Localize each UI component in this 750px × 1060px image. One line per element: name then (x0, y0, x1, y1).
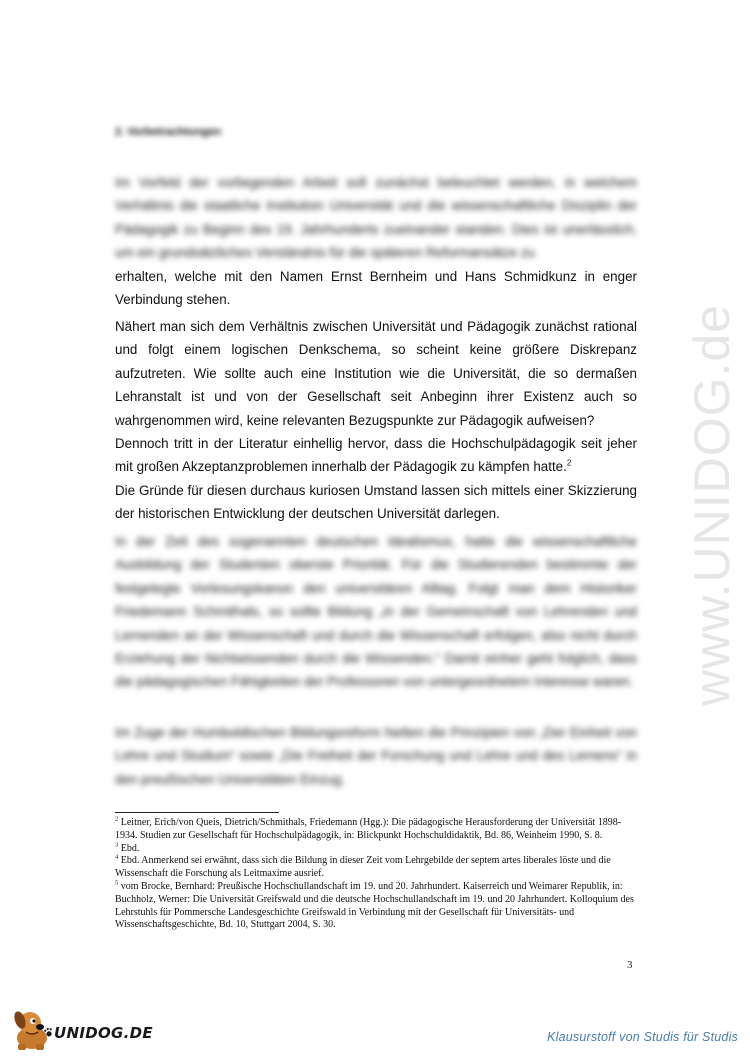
unidog-logo[interactable] (10, 1008, 160, 1052)
paragraph-blurred-idealism: In der Zeit des sogenannten deutschen Idealismus, hatte die wissenschaftliche Ausbildung der Studenten oberste Priorität. Für die Studierenden bestimmte der festgelegte Vorlesungskanon den universitären Alltag. Folgt man dem Historiker Friedemann Schmithals, so sollte Bildung „in der Gemeinschaft von Lehrenden und Lernenden an der Wissenschaft und durch die Wissenschaft erfolgen, also nicht durch Erziehung der Nichtwissenden durch die Wissenden.“ Damit einher geht folglich, dass die pädagogischen Fähigkeiten der Professoren von untergeordnetem Interesse waren. (115, 534, 637, 690)
footnotes (115, 817, 640, 932)
page-number: 3 (627, 959, 633, 971)
paragraph-reasons: Die Gründe für diesen durchaus kuriosen Umstand lassen sich mittels einer Skizzierung der historischen Entwicklung der deutschen Universität darlegen. (115, 483, 637, 522)
footnote-text: Ebd. (120, 842, 140, 854)
footnote-number: 3 (115, 841, 119, 849)
footnote-text: Ebd. Anmerkend sei erwähnt, dass sich die Bildung in dieser Zeit vom Lehrgebilde der septem artes liberales löste und die Wissenschaft die Forschung als Leitmaxime ausrief. (115, 855, 611, 880)
paragraph-intro-end: erhalten, welche mit den Namen Ernst Bernheim und Hans Schmidkunz in enger Verbindung stehen. (115, 269, 637, 308)
paragraph-blurred-humboldt: Im Zuge der Humboldtschen Bildungsreform hielten die Prinzipien von „Der Einheit von Lehre und Studium“ sowie „Die Freiheit der Forschung und Lehre und des Lernens“ in den preußischen Universitäten Einzug. (115, 725, 637, 787)
section-heading: 2. Vorbetrachtungen (115, 126, 222, 138)
paragraph-blurred-intro: Im Vorfeld der vorliegenden Arbeit soll zunächst beleuchtet werden, in welchem Verhältnis die staatliche Institution Universität und die wissenschaftliche Disziplin der Pädagogik zu Beginn des 19. Jahrhunderts zueinander standen. Dies ist unerlässlich, um ein grundsätzliches Verständnis für die späteren Reformansätze zu (115, 175, 637, 261)
footnote-number: 5 (115, 879, 119, 887)
footnote-text: vom Brocke, Bernhard: Preußische Hochschullandschaft im 19. und 20. Jahrhundert. Kaiserreich und Weimarer Republik, in: Buchholz, Werner: Die Universität Greifswald und die deutsche Hochschullandschaft im 19. und 20 Jahrhundert. Kolloquium des Lehrstuhls für Pommersche Landesgeschichte Greifswald in Verbindung mit der Gesellschaft für Universitäts- und Wissenschaftsgeschichte, Bd. 10, Stuttgart 2004, S. 30. (115, 880, 634, 931)
footnote-divider (115, 812, 279, 813)
footnote (115, 881, 640, 932)
footnote-number: 2 (115, 815, 119, 823)
dog-mascot-icon (10, 1008, 56, 1052)
footnote-number: 4 (115, 854, 119, 862)
paragraph-acceptance-text: Dennoch tritt in der Literatur einhellig hervor, dass die Hochschulpädagogik seit jeher mit großen Akzeptanzproblemen innerhalb der Pädagogik zu kämpfen hatte. (115, 436, 637, 475)
logo-text: UNIDOG.DE (54, 1024, 153, 1042)
paragraph-relationship: Nähert man sich dem Verhältnis zwischen Universität und Pädagogik zunächst rational und folgt einem logischen Denkschema, so scheint keine größere Diskrepanz aufzutreten. Wie sollte auch eine Institution wie die Universität, die so dermaßen Lehranstalt ist und von der Gesellschaft seit Anbeginn ihrer Existenz auch so wahrgenommen wird, keine relevanten Bezugspunkte zur Pädagogik aufweisen? (115, 319, 637, 428)
footnote-ref-2: 2 (566, 458, 572, 468)
watermark-text: www.UNIDOG.de (684, 304, 740, 706)
footer-tagline: Klausurstoff von Studis für Studis (547, 1030, 738, 1044)
footnote (115, 843, 640, 856)
footnote-text: Leitner, Erich/von Queis, Dietrich/Schmithals, Friedemann (Hgg.): Die pädagogische Herausforderung der Universität 1898-1934. Studien zur Gesellschaft für Hochschulpädagogik, in: Blickpunkt Hochschuldidaktik, Bd. 86, Weinheim 1990, S. 8. (115, 817, 622, 841)
paragraph-acceptance (115, 432, 637, 479)
footnote (115, 855, 640, 881)
footnote (115, 817, 640, 843)
